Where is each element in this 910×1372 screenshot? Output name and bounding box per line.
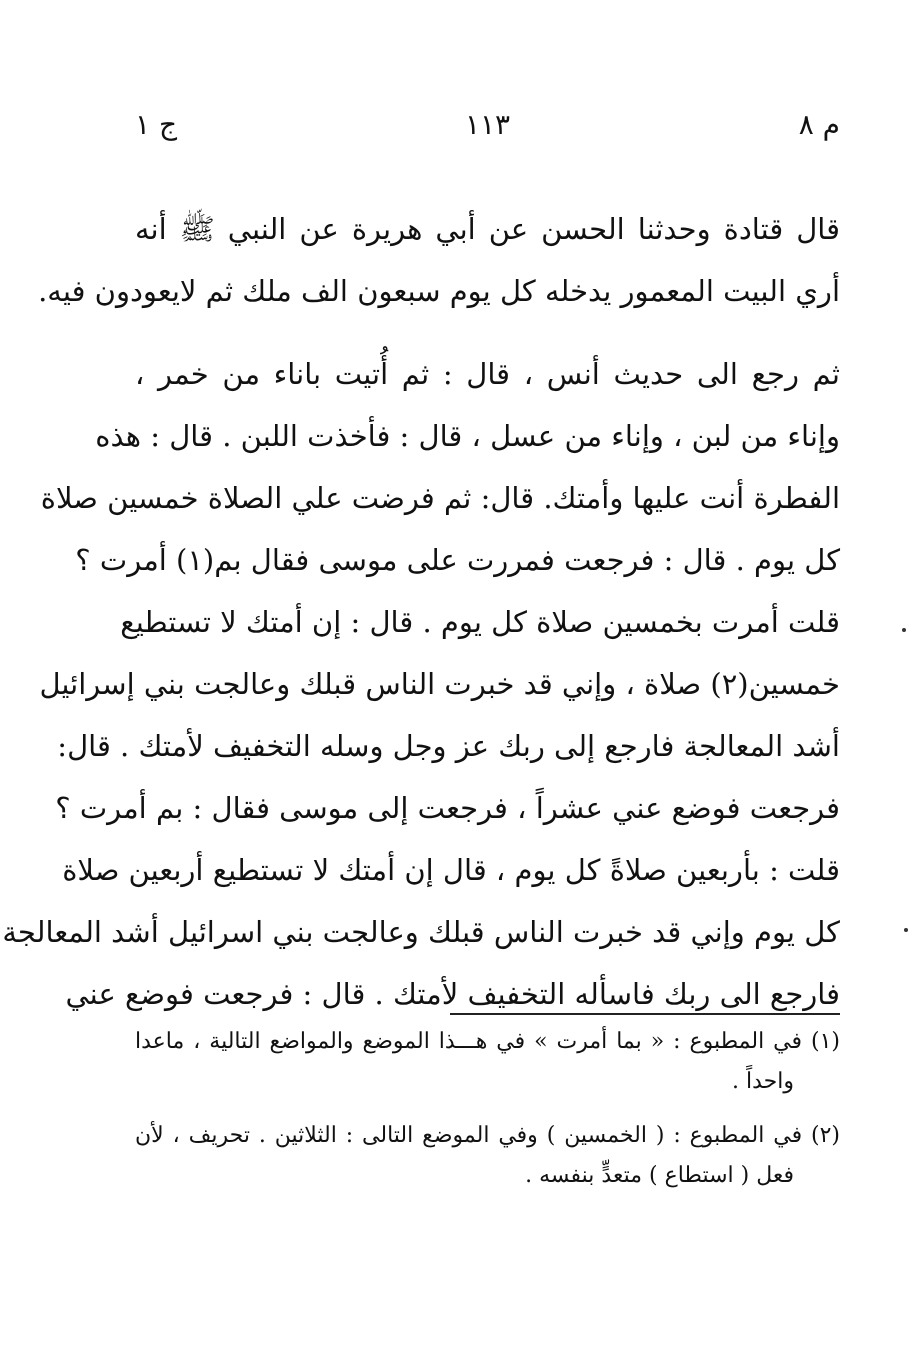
footnote-1 xyxy=(135,1022,840,1102)
header-section-mark: م ٨ xyxy=(798,108,840,141)
text-line: قال قتادة وحدثنا الحسن عن أبي هريرة عن النبي ﷺ أنه xyxy=(135,212,840,246)
text-line: خمسين(٢) صلاة ، وإني قد خبرت الناس قبلك وعالجت بني إسرائيل xyxy=(39,667,840,701)
header-volume-mark: ج ١ xyxy=(135,108,178,141)
text-line: أشد المعالجة فارجع إلى ربك عز وجل وسله التخفيف لأمتك . قال: xyxy=(57,729,840,763)
footnote-line: فعل ( استطاع ) متعدٍّ بنفسه . xyxy=(525,1163,794,1188)
text-line: أري البيت المعمور يدخله كل يوم سبعون الف ملك ثم لايعودون فيه. xyxy=(38,274,840,308)
text-line: ثم رجع الى حديث أنس ، قال : ثم أُتيت باناء من خمر ، xyxy=(135,357,840,391)
text-line: الفطرة أنت عليها وأمتك. قال: ثم فرضت علي الصلاة خمسين صلاة xyxy=(40,481,840,515)
scan-speck xyxy=(902,628,906,632)
paragraph-2 xyxy=(2,343,840,1025)
footnote-divider xyxy=(450,1013,840,1015)
text-line: فرجعت فوضع عني عشراً ، فرجعت إلى موسى فقال : بم أمرت ؟ xyxy=(55,791,840,825)
text-line: قلت : بأربعين صلاةً كل يوم ، قال إن أمتك لا تستطيع أربعين صلاة xyxy=(62,853,840,887)
text-line: فارجع الى ربك فاسأله التخفيف لأمتك . قال : فرجعت فوضع عني xyxy=(65,977,840,1011)
text-line: وإناء من لبن ، وإناء من عسل ، قال : فأخذت اللبن . قال : هذه xyxy=(95,419,840,453)
page-header xyxy=(135,108,840,156)
footnote-line: (١) في المطبوع : « بما أمرت » في هـــذا الموضع والمواضع التالية ، ماعدا xyxy=(135,1029,840,1054)
text-line: كل يوم . قال : فرجعت فمررت على موسى فقال بم(١) أمرت ؟ xyxy=(75,543,840,577)
paragraph-1 xyxy=(38,198,840,322)
footnotes xyxy=(135,1022,840,1210)
footnote-line: (٢) في المطبوع : ( الخمسين ) وفي الموضع التالى : الثلاثين . تحريف ، لأن xyxy=(135,1123,840,1148)
text-line: كل يوم وإني قد خبرت الناس قبلك وعالجت بني اسرائيل أشد المعالجة xyxy=(2,915,840,949)
text-line: قلت أمرت بخمسين صلاة كل يوم . قال : إن أمتك لا تستطيع xyxy=(120,605,840,639)
page-number: ١١٣ xyxy=(464,108,511,141)
scan-speck xyxy=(904,928,908,932)
footnote-2 xyxy=(135,1116,840,1196)
footnote-line: واحداً . xyxy=(732,1069,794,1094)
